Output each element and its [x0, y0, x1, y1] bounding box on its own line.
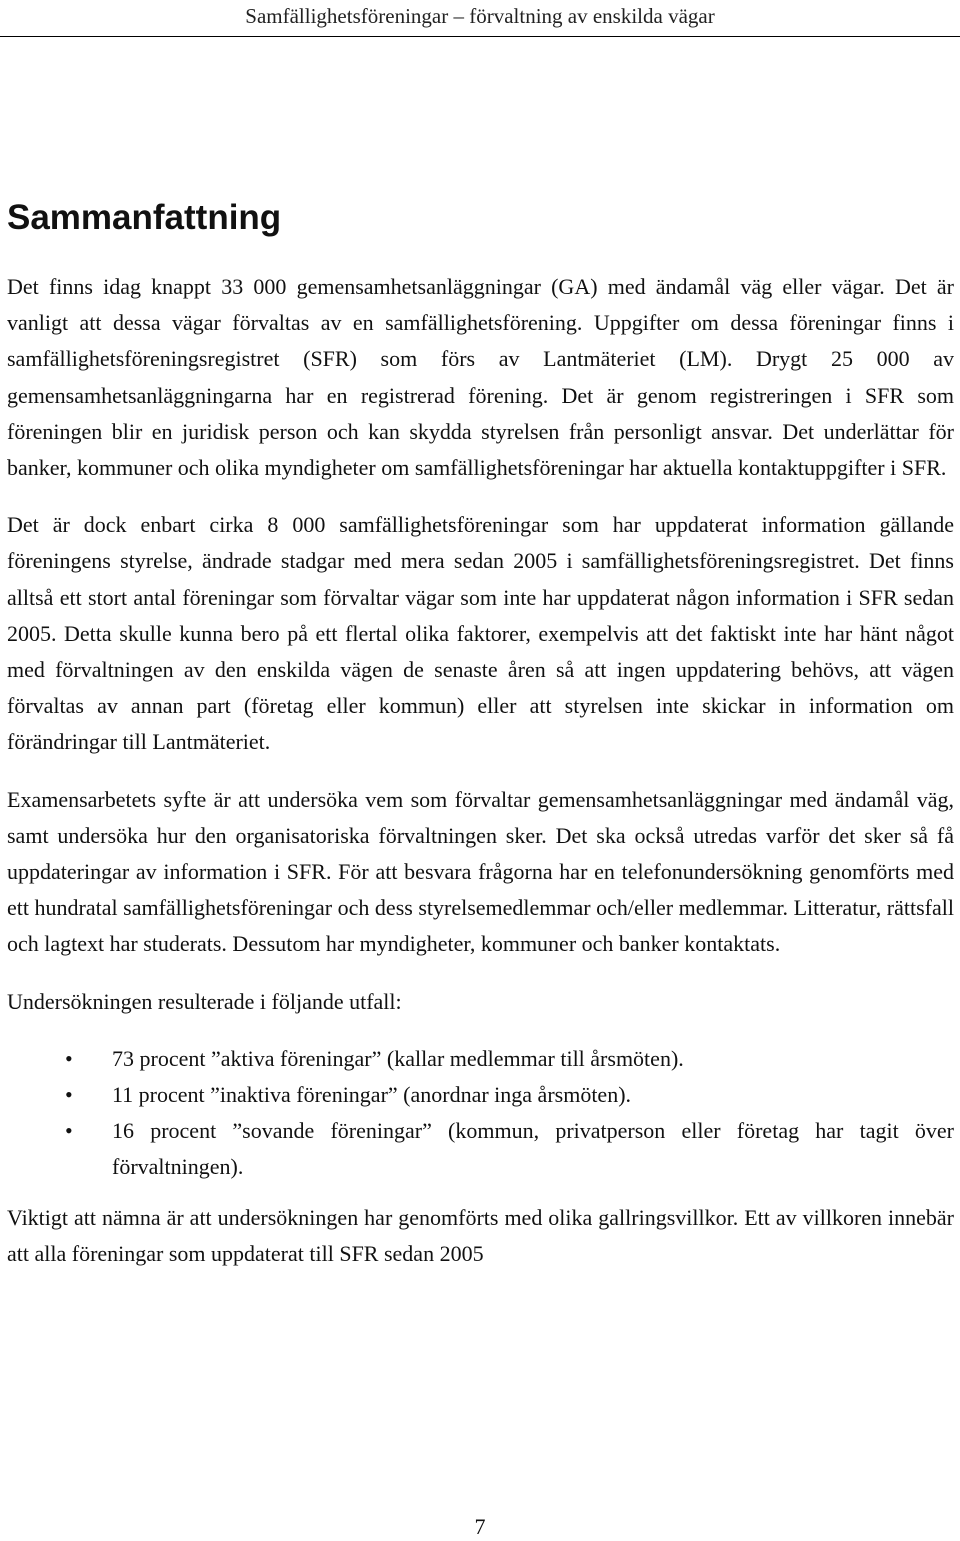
page-content	[7, 196, 954, 1293]
list-item-text: 73 procent ”aktiva föreningar” (kallar medlemmar till årsmöten).	[112, 1045, 684, 1071]
bullet-icon: •	[65, 1045, 73, 1071]
bullet-icon: •	[65, 1082, 73, 1108]
list-item	[7, 1077, 954, 1113]
closing-paragraph: Viktigt att nämna är att undersökningen har genomförts med olika gallringsvillkor. Ett av villkoren innebär att alla föreningar som uppdaterat till SFR sedan 2005	[7, 1204, 954, 1266]
running-title: Samfällighetsföreningar – förvaltning av enskilda vägar	[245, 4, 715, 28]
page-number: 7	[474, 1514, 486, 1539]
summary-paragraph-1: Det finns idag knappt 33 000 gemensamhetsanläggningar (GA) med ändamål väg eller vägar. Det är vanligt att dessa vägar förvaltas av en samfällighetsförening. Uppgifter om dessa föreningar finns i samfällighetsföreningsregistret (SFR) som förs av Lantmäteriet (LM). Drygt 25 000 av gemensamhetsanläggningarna har en registrerad förening. Det är genom registreringen i SFR som föreningen blir en juridisk person och kan skydda styrelsen från personligt ansvar. Det underlättar för banker, kommuner och olika myndigheter om samfällighetsföreningar har aktuella kontaktuppgifter i SFR.	[7, 274, 954, 481]
results-intro: Undersökningen resulterade i följande utfall:	[7, 988, 402, 1014]
list-item	[7, 1041, 954, 1077]
list-item	[7, 1113, 954, 1185]
list-item-text: 16 procent ”sovande föreningar” (kommun, privatperson eller företag har tagit över förvaltningen).	[112, 1118, 954, 1180]
list-item-text: 11 procent ”inaktiva föreningar” (anordnar inga årsmöten).	[112, 1082, 632, 1108]
summary-paragraph-3: Examensarbetets syfte är att undersöka vem som förvaltar gemensamhetsanläggningar med ändamål väg, samt undersöka hur den organisatoriska förvaltningen sker. Det ska också utredas varför det sker så få uppdateringar av information i SFR. För att besvara frågorna har en telefonundersökning genomförts med ett hundratal samfällighetsföreningar och dess styrelsemedlemmar och/eller medlemmar. Litteratur, rättsfall och lagtext har studerats. Dessutom har myndigheter, kommuner och banker kontaktats.	[7, 786, 954, 957]
results-list	[7, 1041, 954, 1186]
summary-paragraph-2: Det är dock enbart cirka 8 000 samfällighetsföreningar som har uppdaterat information gällande föreningens styrelse, ändrade stadgar med mera sedan 2005 i samfällighetsföreningsregistret. Det finns alltså ett stort antal föreningar som förvaltar vägar som inte har uppdaterat någon information i SFR sedan 2005. Detta skulle kunna bero på ett flertal olika faktorer, exempelvis att det faktiskt inte har hänt något med förvaltningen av den enskilda vägen de senaste åren så att ingen uppdatering behövs, att vägen förvaltas av annan part (företag eller kommun) eller att styrelsen inte skickar in information om förändringar till Lantmäteriet.	[7, 512, 954, 755]
bullet-icon: •	[65, 1118, 73, 1144]
running-header	[0, 0, 960, 37]
section-title: Sammanfattning	[7, 198, 282, 237]
